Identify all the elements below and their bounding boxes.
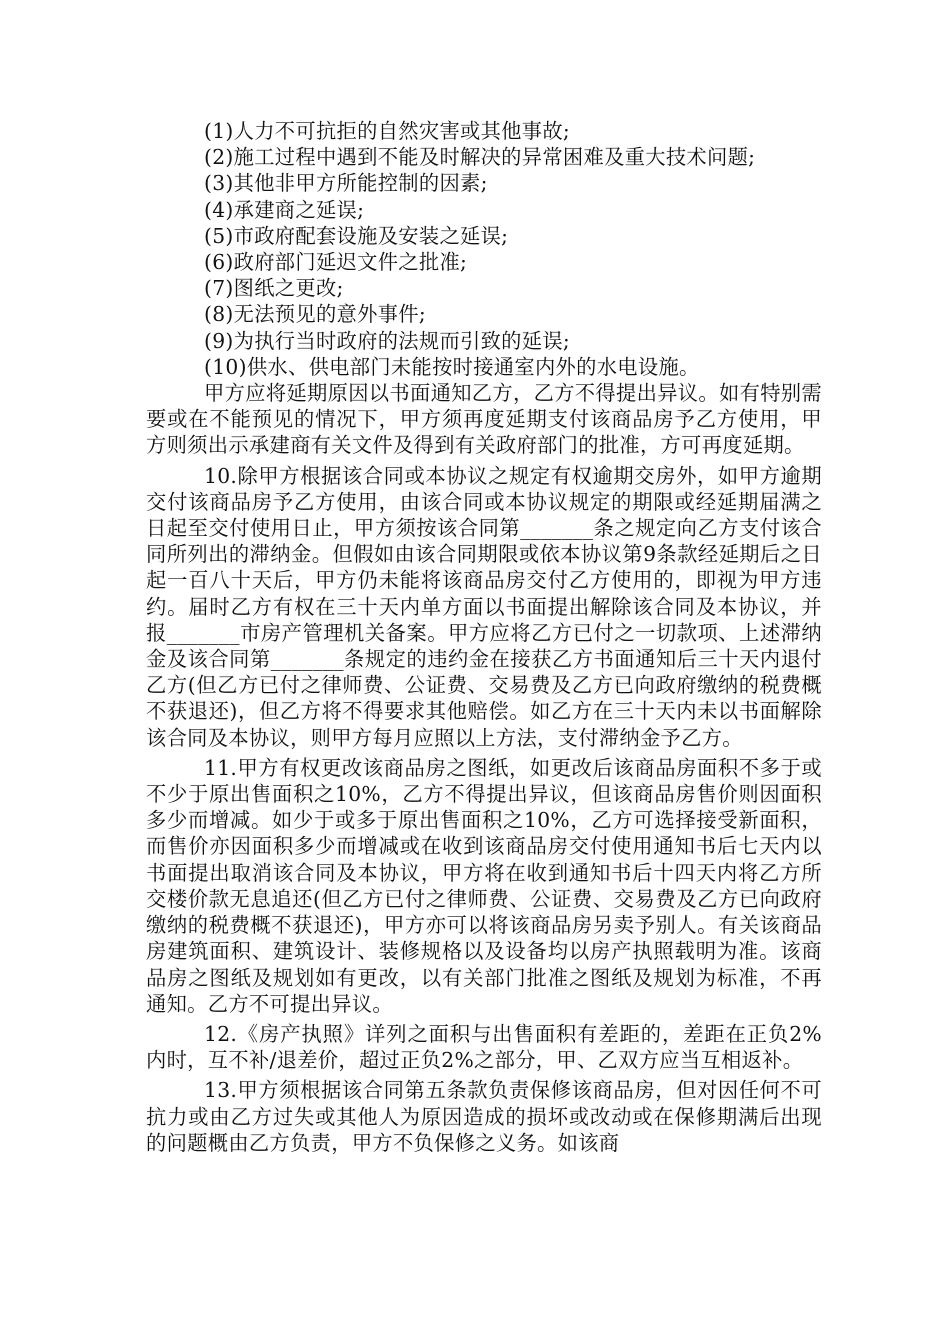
list-item: (6)政府部门延迟文件之批准;	[204, 250, 468, 275]
list-item: (9)为执行当时政府的法规而引致的延误;	[204, 328, 571, 353]
paragraph-clause-11: 11.甲方有权更改该商品房之图纸，如更改后该商品房面积不多于或不少于原出售面积之10%，乙方不得提出异议，但该商品房售价则因面积多少而增减。如少于或多于原出售面积之10%，乙方可选择接受新面积，而售价亦因面积多少而增减或在收到该商品房交付使用通知书后七天内以书面提出取消该合同及本协议，甲方将在收到通知书后十四天内将乙方所交楼价款无息追还(但乙方已付之律师费、公证费、交易费及乙方已向政府缴纳的税费概不获退还)，甲方亦可以将该商品房另卖予别人。有关该商品房建筑面积、建筑设计、装修规格以及设备均以房产执照载明为准。该商品房之图纸及规划如有更改，以有关部门批准之图纸及规划为标准，不再通知。乙方不可提出异议。	[146, 755, 822, 1016]
document-page	[146, 118, 822, 1156]
paragraph-clause-10: 10.除甲方根据该合同或本协议之规定有权逾期交房外，如甲方逾期交付该商品房予乙方使用，由该合同或本协议规定的期限或经延期届满之日起至交付使用日止，甲方须按该合同第_______条之规定向乙方支付该合同所列出的滞纳金。但假如由该合同期限或依本协议第9条款经延期后之日起一百八十天后，甲方仍未能将该商品房交付乙方使用的，即视为甲方违约。届时乙方有权在三十天内单方面以书面提出解除该合同及本协议，并报_______市房产管理机关备案。甲方应将乙方已付之一切款项、上述滞纳金及该合同第_______条规定的违约金在接获乙方书面通知后三十天内退付乙方(但乙方已付之律师费、公证费、交易费及乙方已向政府缴纳的税费概不获退还)，但乙方将不得要求其他赔偿。如乙方在三十天内未以书面解除该合同及本协议，则甲方每月应照以上方法，支付滞纳金予乙方。	[146, 463, 822, 750]
paragraph-delay-notice: 甲方应将延期原因以书面通知乙方，乙方不得提出异议。如有特别需要或在不能预见的情况下，甲方须再度延期支付该商品房予乙方使用，甲方则须出示承建商有关文件及得到有关政府部门的批准，方可再度延期。	[146, 381, 822, 458]
list-item: (8)无法预见的意外事件;	[204, 302, 426, 327]
list-item: (7)图纸之更改;	[204, 276, 344, 301]
list-item: (1)人力不可抗拒的自然灾害或其他事故;	[204, 119, 571, 143]
list-item: (2)施工过程中遇到不能及时解决的异常困难及重大技术问题;	[204, 145, 756, 170]
list-item: (5)市政府配套设施及安装之延误;	[204, 223, 509, 248]
delay-cause-list	[146, 118, 822, 380]
list-item: (10)供水、供电部门未能按时接通室内外的水电设施。	[204, 354, 700, 379]
list-item: (3)其他非甲方所能控制的因素;	[204, 171, 488, 196]
paragraph-clause-13: 13.甲方须根据该合同第五条款负责保修该商品房，但对因任何不可抗力或由乙方过失或其他人为原因造成的损坏或改动或在保修期满后出现的问题概由乙方负责，甲方不负保修之义务。如该商	[146, 1078, 822, 1155]
list-item: (4)承建商之延误;	[204, 197, 365, 222]
paragraph-clause-12: 12.《房产执照》详列之面积与出售面积有差距的，差距在正负2%内时，互不补/退差价，超过正负2%之部分，甲、乙双方应当互相返补。	[146, 1021, 822, 1073]
